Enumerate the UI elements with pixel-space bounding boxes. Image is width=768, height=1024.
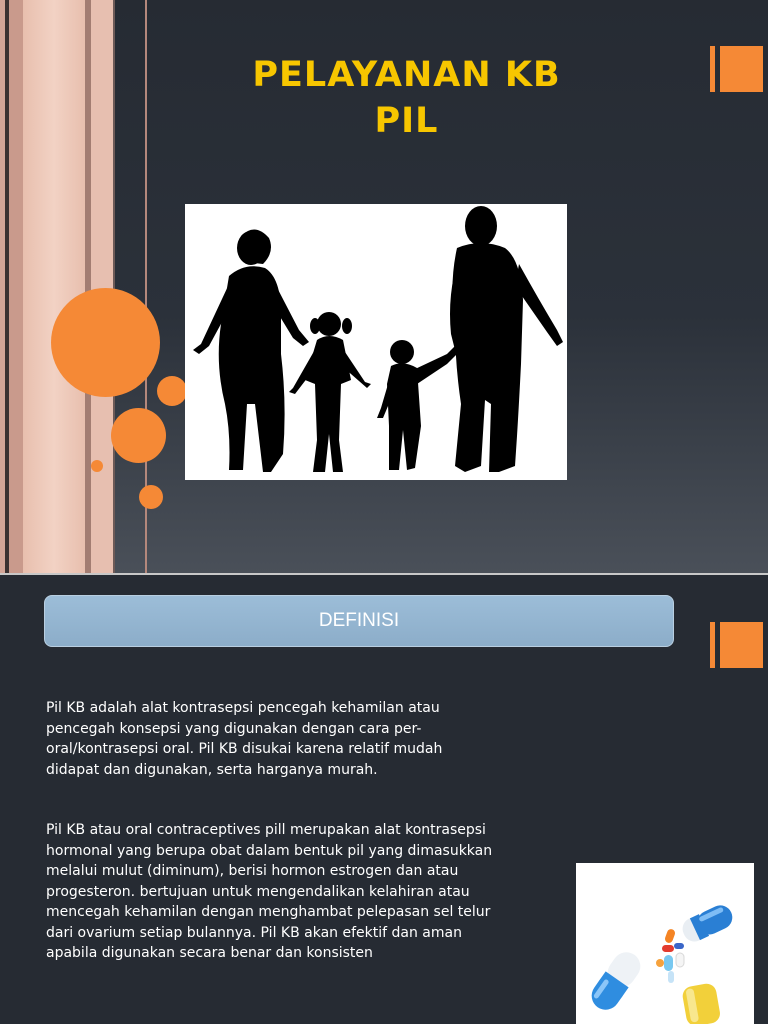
paragraph-line: progesteron. bertujuan untuk mengendalikan kelahiran atau xyxy=(46,883,470,900)
pill-capsules-image xyxy=(576,863,754,1024)
decorative-circle xyxy=(157,376,187,406)
slide-title xyxy=(185,52,628,144)
paragraph-line: apabila digunakan secara benar dan konsisten xyxy=(46,945,373,961)
accent-bar xyxy=(720,622,763,668)
decorative-circle xyxy=(111,408,166,463)
definition-paragraph-2 xyxy=(46,820,546,964)
paragraph-line: didapat dan digunakan, serta harganya murah. xyxy=(46,761,378,778)
accent-bar xyxy=(710,46,715,92)
definition-paragraph-1 xyxy=(46,698,516,780)
paragraph-line: hormonal yang berupa obat dalam bentuk pil yang dimasukkan xyxy=(46,842,493,859)
paragraph-line: melalui mulut (diminum), berisi hormon estrogen dan atau xyxy=(46,863,459,879)
paragraph-line: pencegah konsepsi yang digunakan dengan cara per- xyxy=(46,720,422,737)
title-line-1: PELAYANAN KB xyxy=(252,55,561,95)
decorative-stripe xyxy=(9,0,23,575)
decorative-circle xyxy=(139,485,163,509)
paragraph-line: mencegah kehamilan dengan menghambat pelepasan sel telur xyxy=(46,904,491,920)
paragraph-line: Pil KB adalah alat kontrasepsi pencegah kehamilan atau xyxy=(46,700,440,716)
definition-slide xyxy=(0,575,768,1024)
section-heading: DEFINISI xyxy=(318,610,400,631)
section-heading-bar xyxy=(44,595,674,647)
accent-bar xyxy=(710,622,715,668)
paragraph-line: dari ovarium setiap bulannya. Pil KB akan efektif dan aman xyxy=(46,924,462,941)
family-silhouette-image xyxy=(185,204,567,480)
accent-bar xyxy=(720,46,763,92)
paragraph-line: oral/kontrasepsi oral. Pil KB disukai karena relatif mudah xyxy=(46,741,443,757)
decorative-circle xyxy=(91,460,103,472)
decorative-circle xyxy=(51,288,160,397)
title-line-2: PIL xyxy=(374,101,439,141)
paragraph-line: Pil KB atau oral contraceptives pill merupakan alat kontrasepsi xyxy=(46,822,486,838)
decorative-stripe xyxy=(23,0,85,575)
decorative-stripe xyxy=(113,0,115,575)
